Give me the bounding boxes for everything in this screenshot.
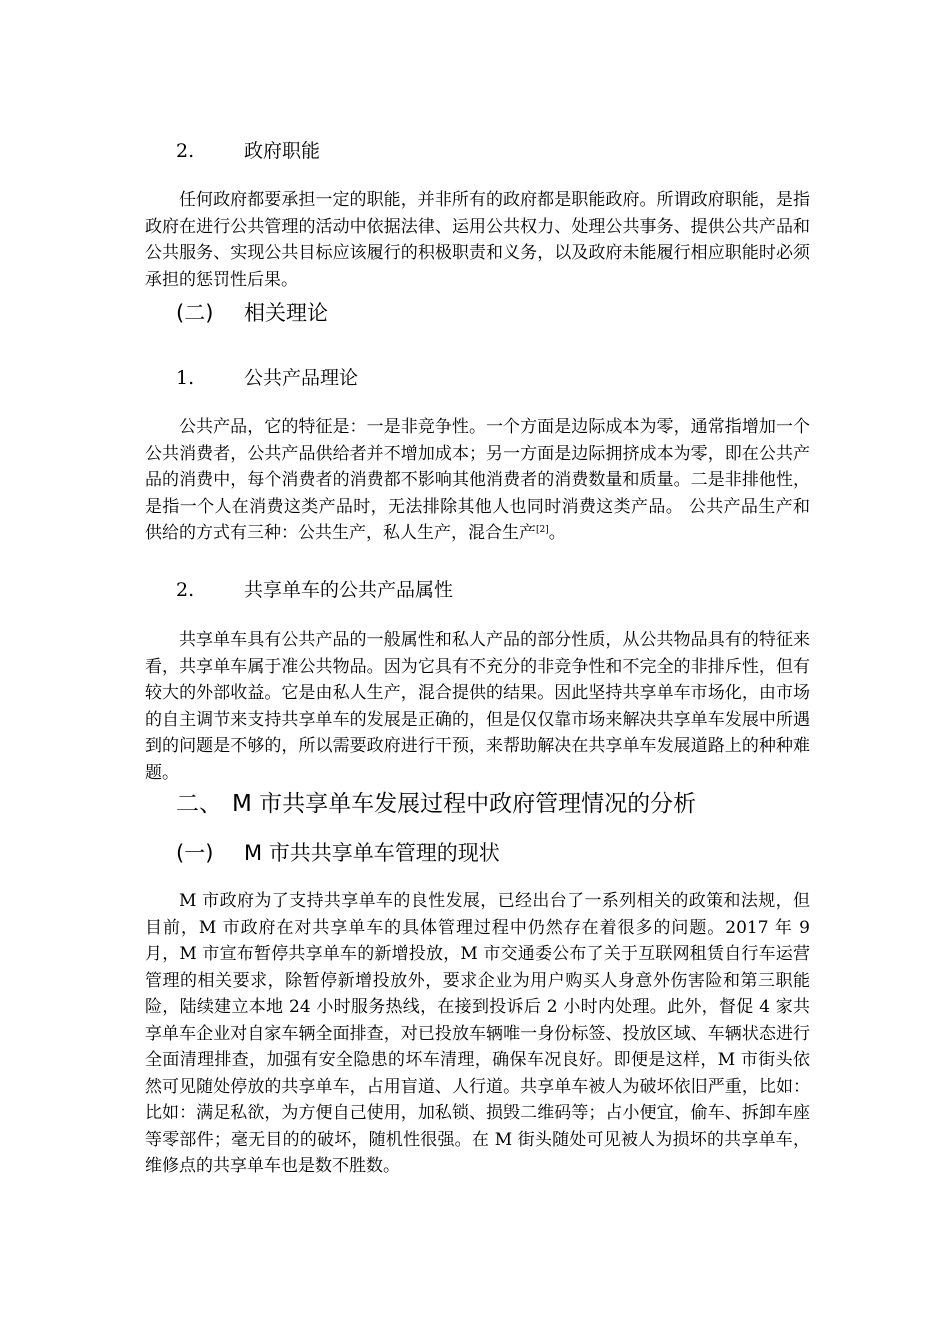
heading-title: M 市共共享单车管理的现状 xyxy=(244,841,500,865)
heading-number: 2. xyxy=(176,579,195,601)
paragraph-bike-public-goods-attribute: 共享单车具有公共产品的一般属性和私人产品的部分性质，从公共物品具有的特征来看，共享单车属于准公共物品。因为它具有不充分的非竞争性和不完全的非排斥性，但有较大的外部收益。它是由私人生产，混合提供的结果。因此坚持共享单车市场化，由市场的自主调节来支持共享单车的发展是正确的，但是仅仅靠市场来解决共享单车发展中所遇到的问题是不够的，所以需要政府进行干预，来帮助解决在共享单车发展道路上的种种难题。 xyxy=(145,630,810,783)
heading-management-status xyxy=(176,838,500,868)
heading-title: 相关理论 xyxy=(244,301,328,325)
paragraph-end: 。 xyxy=(548,523,566,543)
heading-number: 1. xyxy=(176,367,195,389)
heading-title: 公共产品理论 xyxy=(244,367,359,389)
heading-number: (二) xyxy=(176,301,214,325)
heading-title: M 市共享单车发展过程中政府管理情况的分析 xyxy=(232,791,697,817)
heading-number: 二、 xyxy=(176,791,222,817)
heading-title: 共享单车的公共产品属性 xyxy=(244,579,454,601)
heading-government-functions xyxy=(176,137,320,165)
paragraph-text: 公共产品，它的特征是：一是非竞争性。一个方面是边际成本为零，通常指增加一个公共消费者，公共产品供给者并不增加成本；另一方面是边际拥挤成本为零，即在公共产品的消费中，每个消费者的消费都不影响其他消费者的消费数量和质量。二是非排他性，是指一个人在消费这类产品时，无法排除其他人也同时消费这类产品。 公共产品生产和供给的方式有三种：公共生产，私人生产，混合生产 xyxy=(145,417,810,543)
heading-related-theory xyxy=(176,298,328,328)
paragraph-public-goods-theory xyxy=(145,414,810,547)
heading-title: 政府职能 xyxy=(244,140,321,162)
heading-chapter-two xyxy=(176,788,696,820)
heading-number: 2. xyxy=(176,140,195,162)
heading-public-goods-theory xyxy=(176,364,358,392)
heading-number: (一) xyxy=(176,841,214,865)
heading-bike-public-goods-attribute xyxy=(176,576,453,604)
paragraph-management-status: M 市政府为了支持共享单车的良性发展，已经出台了一系列相关的政策和法规，但目前，M 市政府在对共享单车的具体管理过程中仍然存在着很多的问题。2017 年 9 月，M 市宣布暂停共享单车的新增投放，M 市交通委公布了关于互联网租赁自行车运营管理的相关要求，除暂停新增投放外，要求企业为用户购买人身意外伤害险和第三职能险，陆续建立本地 24 小时服务热线，在接到投诉后 2 小时内处理。此外，督促 4 家共享单车企业对自家车辆全面排查，对已投放车辆唯一身份标签、投放区域、车辆状态进行全面清理排查，加强有安全隐患的坏车清理，确保车况良好。即便是这样，M 市街头依然可见随处停放的共享单车，占用盲道、人行道。共享单车被人为破坏依旧严重，比如：比如：满足私欲，为方便自己使用，加私锁、损毁二维码等；占小便宜，偷车、拆卸车座等零部件；毫无目的的破坏，随机性很强。在 M 街头随处可见被人为损坏的共享单车，维修点的共享单车也是数不胜数。 xyxy=(145,891,810,1176)
paragraph-government-functions: 任何政府都要承担一定的职能，并非所有的政府都是职能政府。所谓政府职能，是指政府在进行公共管理的活动中依据法律、运用公共权力、处理公共事务、提供公共产品和公共服务、实现公共目标应该履行的积极职责和义务，以及政府未能履行相应职能时必须承担的惩罚性后果。 xyxy=(145,190,810,290)
citation-reference: [2] xyxy=(536,525,549,535)
